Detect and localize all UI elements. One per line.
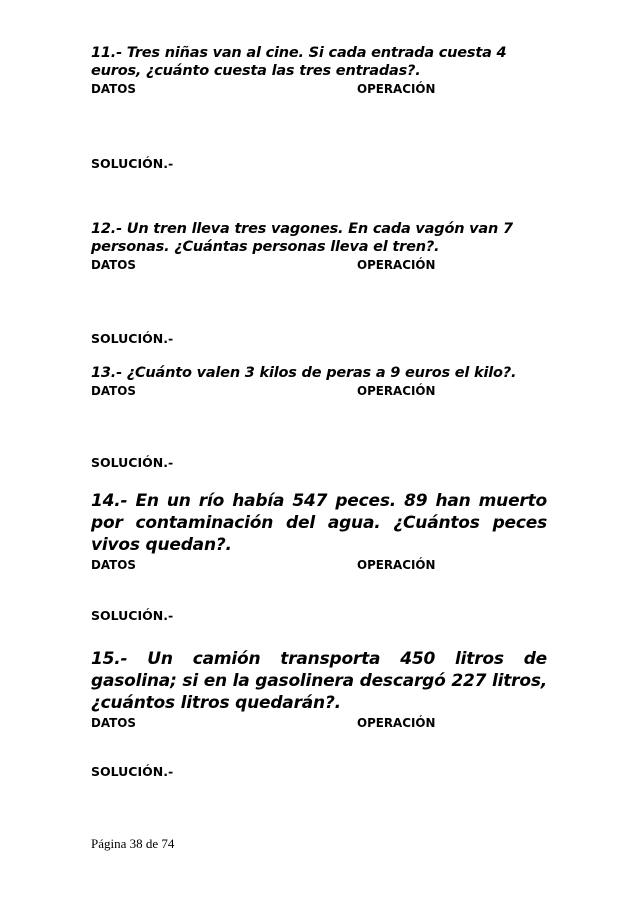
datos-label: DATOS [91,557,136,572]
problem-question: 14.- En un río había 547 peces. 89 han muerto por contaminación del agua. ¿Cuántos peces vivos quedan?. [91,491,547,555]
operacion-label: OPERACIÓN [357,715,436,730]
problem-question: 11.- Tres niñas van al cine. Si cada entrada cuesta 4 euros, ¿cuánto cuesta las tres entradas?. [91,45,507,79]
labels-row [91,382,524,400]
datos-label: DATOS [91,715,136,730]
problem-15 [91,648,547,732]
problem-question: 12.- Un tren lleva tres vagones. En cada vagón van 7 personas. ¿Cuántas personas lleva el tren?. [91,221,513,255]
solucion-label: SOLUCIÓN.- [91,156,174,171]
solucion-label: SOLUCIÓN.- [91,764,174,779]
problem-question: 15.- Un camión transporta 450 litros de gasolina; si en la gasolinera descargó 227 litros, ¿cuántos litros quedarán?. [91,649,547,713]
operacion-label: OPERACIÓN [357,557,436,572]
labels-row [91,556,524,574]
solucion-label: SOLUCIÓN.- [91,331,174,346]
solucion-label: SOLUCIÓN.- [91,455,174,470]
operacion-label: OPERACIÓN [357,81,436,96]
datos-label: DATOS [91,81,136,96]
datos-label: DATOS [91,383,136,398]
operacion-label: OPERACIÓN [357,383,436,398]
labels-row [91,714,524,732]
page-number: Página 38 de 74 [91,836,175,851]
labels-row [91,256,524,274]
problem-11 [91,44,547,98]
problem-14 [91,490,547,574]
solucion-label: SOLUCIÓN.- [91,608,174,623]
operacion-label: OPERACIÓN [357,257,436,272]
datos-label: DATOS [91,257,136,272]
problem-question: 13.- ¿Cuánto valen 3 kilos de peras a 9 euros el kilo?. [91,365,517,381]
labels-row [91,80,524,98]
problem-13 [91,364,547,400]
problem-12 [91,220,547,274]
